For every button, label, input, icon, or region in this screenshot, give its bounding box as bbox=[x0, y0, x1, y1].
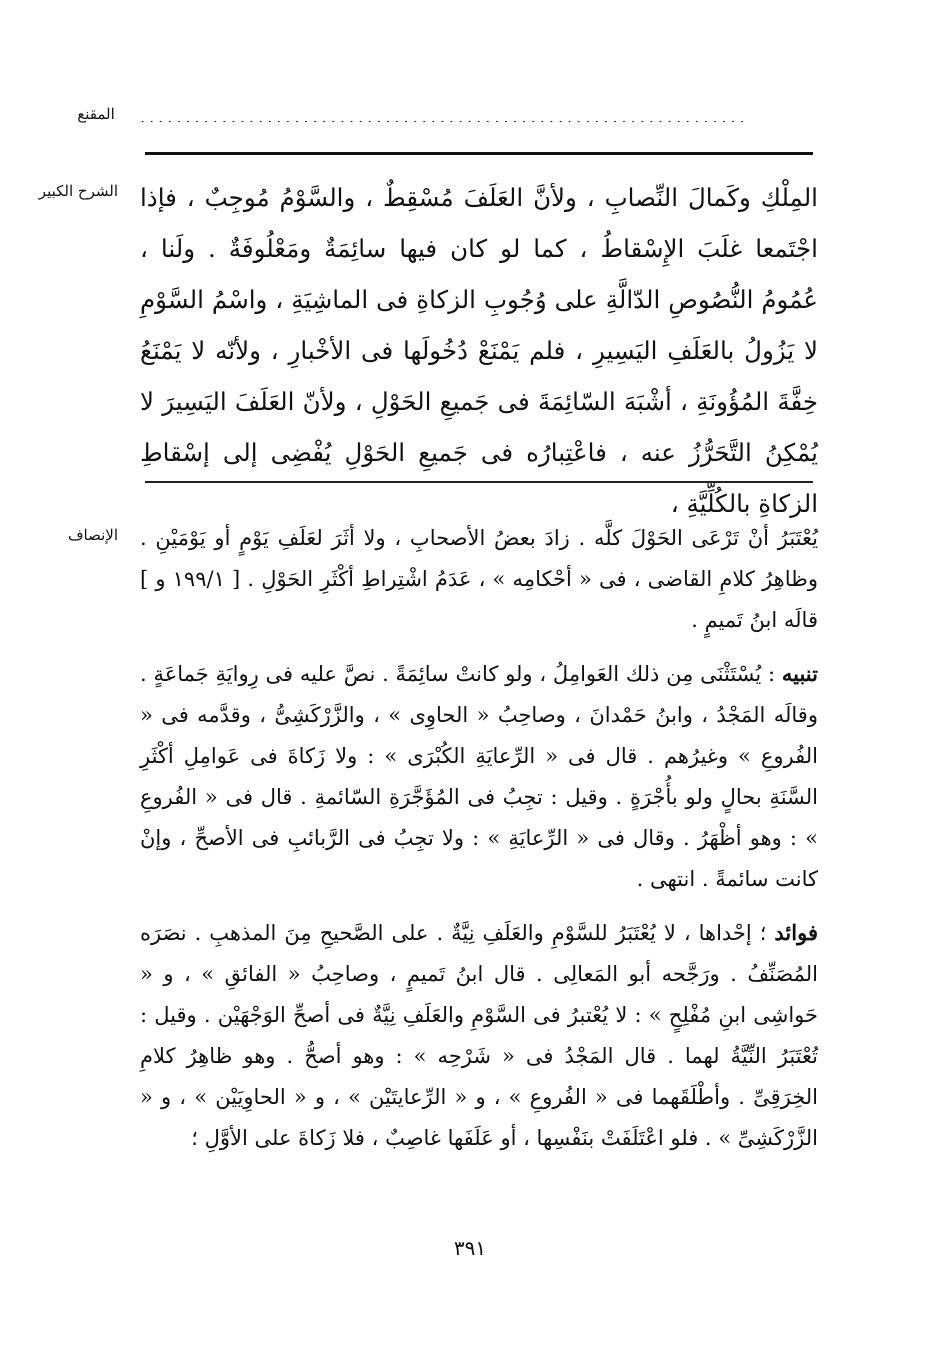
section-divider bbox=[145, 481, 813, 483]
label-insaf: الإنصاف bbox=[67, 526, 118, 544]
insaf-text-block bbox=[140, 518, 818, 1159]
fawaid-body: ؛ إحْداها ، لا يُعْتَبَرُ للسَّوْمِ والعَلَفِ نِيَّةٌ . على الصَّحيحِ مِنَ المذهبِ . نصَرَه المُصَنِّفُ . ورَجَّحه أبو المَعالِى . قال ابنُ تَميمٍ ، وصاحِبُ « الفائقِ » ، و « حَواشِى ابنِ مُفْلِحٍ » : لا يُعْتبرُ فى السَّوْمِ والعَلَفِ نِيَّةٌ فى أصحِّ الوَجْهَيْن . وقيل : تُعْتَبَرُ النِّيَّةُ لهما . قال المَجْدُ فى « شَرْحِه » : وهو أصحُّ . وهو ظاهِرُ كلامِ الخِرَقِىِّ . وأطْلَقَهما فى « الفُروعِ » ، و « الرِّعايتَيْن » ، و « الحاوِيَيْن » ، و « الزَّرْكَشِىِّ » . فلو اعْتَلَفَتْ بنَفْسِها ، أو عَلَفَها غاصِبٌ ، فلا زَكاةَ على الأوَّلِ ؛ bbox=[140, 921, 818, 1150]
tanbih-body: : يُسْتَثْنَى مِن ذلك العَوامِلُ ، ولو كانتْ سائِمَةً . نصَّ عليه فى رِوايَةِ جَماعَةٍ . وقالَه المَجْدُ ، وابنُ حَمْدانَ ، وصاحِبُ « الحاوِى » ، والزَّرْكَشِىُّ ، وقدَّمه فى « الفُروعِ » وغيرُهم . قال فى « الرِّعايَةِ الكُبْرَى » : ولا زَكاةَ فى عَوامِلِ أكْثَرِ السَّنَةِ بحالٍ ولو بأُجْرَةٍ . وقيل : تجِبُ فى المُؤَجَّرَةِ السّائمةِ . قال فى « الفُروعِ » : وهو أظْهَرُ . وقال فى « الرِّعايَةِ » : ولا تجِبُ فى الرَّبائبِ فى الأصحِّ ، وإنْ كانت سائمةً . انتهى . bbox=[140, 662, 818, 891]
insaf-paragraph-tanbih bbox=[140, 653, 818, 900]
tanbih-heading: تنبيه bbox=[781, 661, 818, 686]
page-number: ٣٩١ bbox=[453, 1236, 487, 1260]
insaf-paragraph-1: يُعْتَبَرُ أنْ تَرْعَى الحَوْلَ كلَّه . زادَ بعضُ الأصحابِ ، ولا أثَرَ لعَلَفِ يَوْمٍ أو يَوْمَيْنِ . وظاهِرُ كلامِ القاضى ، فى « أحْكامِه » ، عَدَمُ اشْتِراطِ أكْثَرِ الحَوْلِ . [ ١٩٩/١ و ] قالَه ابنُ تَميمٍ . bbox=[140, 526, 819, 632]
running-header-dots: ................................................................... bbox=[140, 108, 749, 122]
header-rule bbox=[145, 152, 813, 155]
label-sharh-kabir: الشرح الكبير bbox=[38, 182, 118, 200]
sharh-text-block: المِلْكِ وكَمالَ النِّصابِ ، ولأنَّ العَلَفَ مُسْقِطٌ ، والسَّوْمُ مُوجِبٌ ، فإذا اجْتَمعا غلَبَ الإِسْقاطُ ، كما لو كان فيها سائِمَةٌ ومَعْلُوفَةٌ . ولَنا ، عُمُومُ النُّصُوصِ الدّالَّةِ على وُجُوبِ الزكاةِ فى الماشِيَةِ ، واسْمُ السَّوْمِ لا يَزُولُ بالعَلَفِ اليَسِيرِ ، فلم يَمْنَعْ دُخُولَها فى الأخْبارِ ، ولأنّه لا يَمْنَعُ خِفَّةَ المُؤُونَةِ ، أشْبَهَ السّائِمَةَ فى جَميعِ الحَوْلِ ، ولأنّ العَلَفَ اليَسِيرَ لا يُمْكِنُ التَّحَرُّزُ عنه ، فاعْتِبارُه فى جَميعِ الحَوْلِ يُفْضِى إلى إسْقاطِ الزكاةِ بالكُلِّيَّةِ ، bbox=[140, 183, 818, 518]
running-header-title: المقنع bbox=[77, 105, 115, 123]
insaf-paragraph-fawaid bbox=[140, 912, 818, 1159]
fawaid-heading: فوائد bbox=[774, 920, 818, 945]
